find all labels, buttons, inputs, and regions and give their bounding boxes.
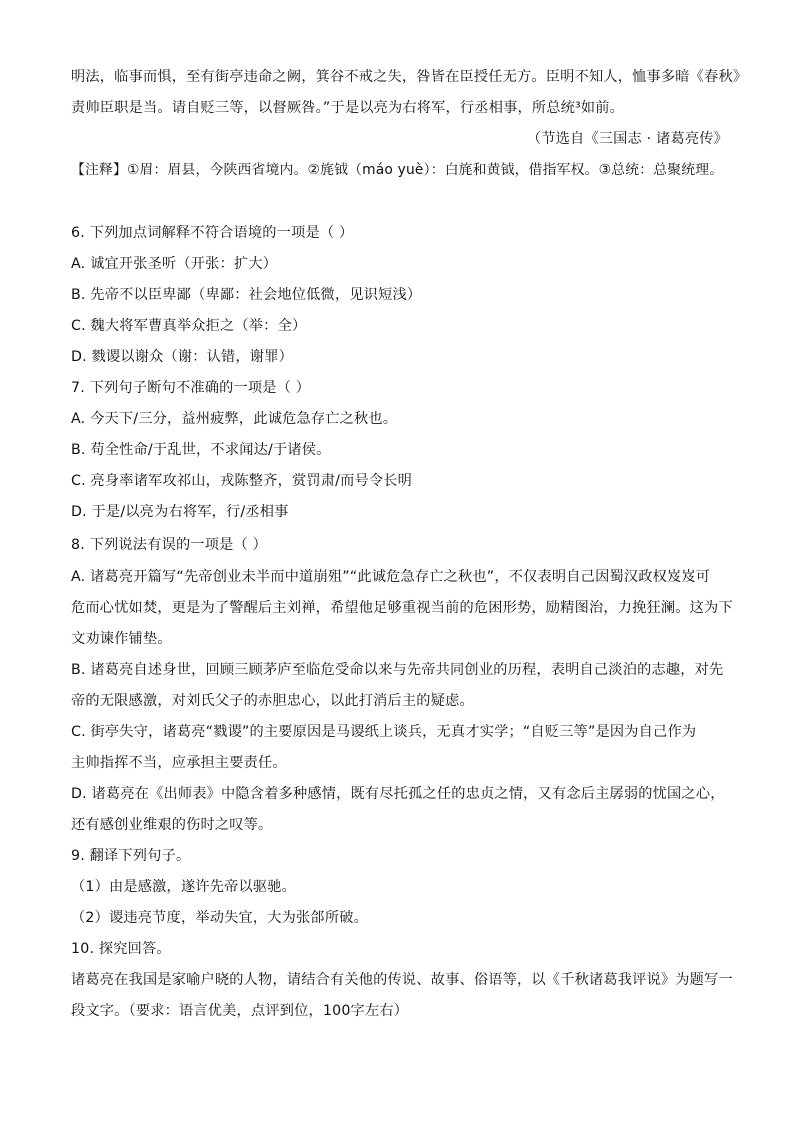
question-9-item-2: （2）谡违亮节度，举动失宜，大为张郃所破。 [71,910,368,926]
question-8-option-c: C. 街亭失守，诸葛亮“戮谡”的主要原因是马谡纸上谈兵，无真才实学；“自贬三等”是因为自己作为 [71,724,697,740]
passage-note: 【注释】①眉：眉县，今陕西省境内。②旄钺（máo yuè）：白旄和黄钺，借指军权。③总统：总聚统理。 [71,162,724,178]
question-7-option-b: B. 苟全性命/于乱世，不求闻达/于诸侯。 [71,442,331,458]
question-7-option-c: C. 亮身率诸军攻祁山，戎陈整齐，赏罚肃/而号令长明 [71,473,413,489]
question-8-option-b-cont: 帝的无限感激，对刘氏父子的赤胆忠心，以此打消后主的疑虑。 [71,693,474,709]
question-8-option-b: B. 诸葛亮自述身世，回顾三顾茅庐至临危受命以来与先帝共同创业的历程，表明自己淡泊的志趣，对先 [71,662,724,678]
question-8-option-c-cont: 主帅指挥不当，应承担主要责任。 [71,755,287,771]
passage-line-1: 明法，临事而惧，至有街亭违命之阙，箕谷不戒之失，咎皆在臣授任无方。臣明不知人，恤事多暗《春秋》 [71,69,748,85]
question-6-option-a: A. 诚宜开张圣听（开张：扩大） [71,256,278,272]
question-7-option-d: D. 于是/以亮为右将军，行/丞相事 [71,504,289,520]
question-6-stem: 6. 下列加点词解释不符合语境的一项是（ ） [71,225,354,241]
question-8-option-a-cont: 文劝谏作铺垫。 [71,631,172,647]
question-8-option-d-cont: 还有感创业维艰的伤时之叹等。 [71,817,273,833]
question-9-item-1: （1）由是感激，遂许先帝以驱驰。 [71,879,297,895]
passage-line-2: 责帅臣职是当。请自贬三等，以督厥咎。”于是以亮为右将军，行丞相事，所总统³如前。 [71,100,625,116]
question-10-prompt-cont: 段文字。（要求：语言优美，点评到位，100字左右） [71,1003,409,1019]
question-8-stem: 8. 下列说法有误的一项是（ ） [71,537,268,553]
question-8-option-d: D. 诸葛亮在《出师表》中隐含着多种感情，既有尽托孤之任的忠贞之情，又有念后主孱弱的忧国之心， [71,786,725,802]
question-8-option-a-cont: 危而心忧如焚，更是为了警醒后主刘禅，希望他足够重视当前的危困形势，励精图治，力挽狂澜。这为下 [71,600,733,616]
question-6-option-c: C. 魏大将军曹真举众拒之（举：全） [71,318,307,334]
question-10-prompt: 诸葛亮在我国是家喻户晓的人物，请结合有关他的传说、故事、俗语等，以《千秋诸葛我评说》为题写一 [71,972,733,988]
question-8-option-a: A. 诸葛亮开篇写“先帝创业未半而中道崩殂”“此诚危急存亡之秋也”，不仅表明自己因蜀汉政权岌岌可 [71,569,711,585]
question-10-stem: 10. 探究回答。 [71,941,171,957]
passage-source: （节选自《三国志 · 诸葛亮传》 [526,131,728,147]
question-6-option-b: B. 先帝不以臣卑鄙（卑鄙：社会地位低微，见识短浅） [71,287,422,303]
question-9-stem: 9. 翻译下列句子。 [71,848,191,864]
question-6-option-d: D. 戮谡以谢众（谢：认错，谢罪） [71,349,293,365]
question-7-stem: 7. 下列句子断句不准确的一项是（ ） [71,380,311,396]
question-7-option-a: A. 今天下/三分，益州疲弊，此诚危急存亡之秋也。 [71,411,398,427]
